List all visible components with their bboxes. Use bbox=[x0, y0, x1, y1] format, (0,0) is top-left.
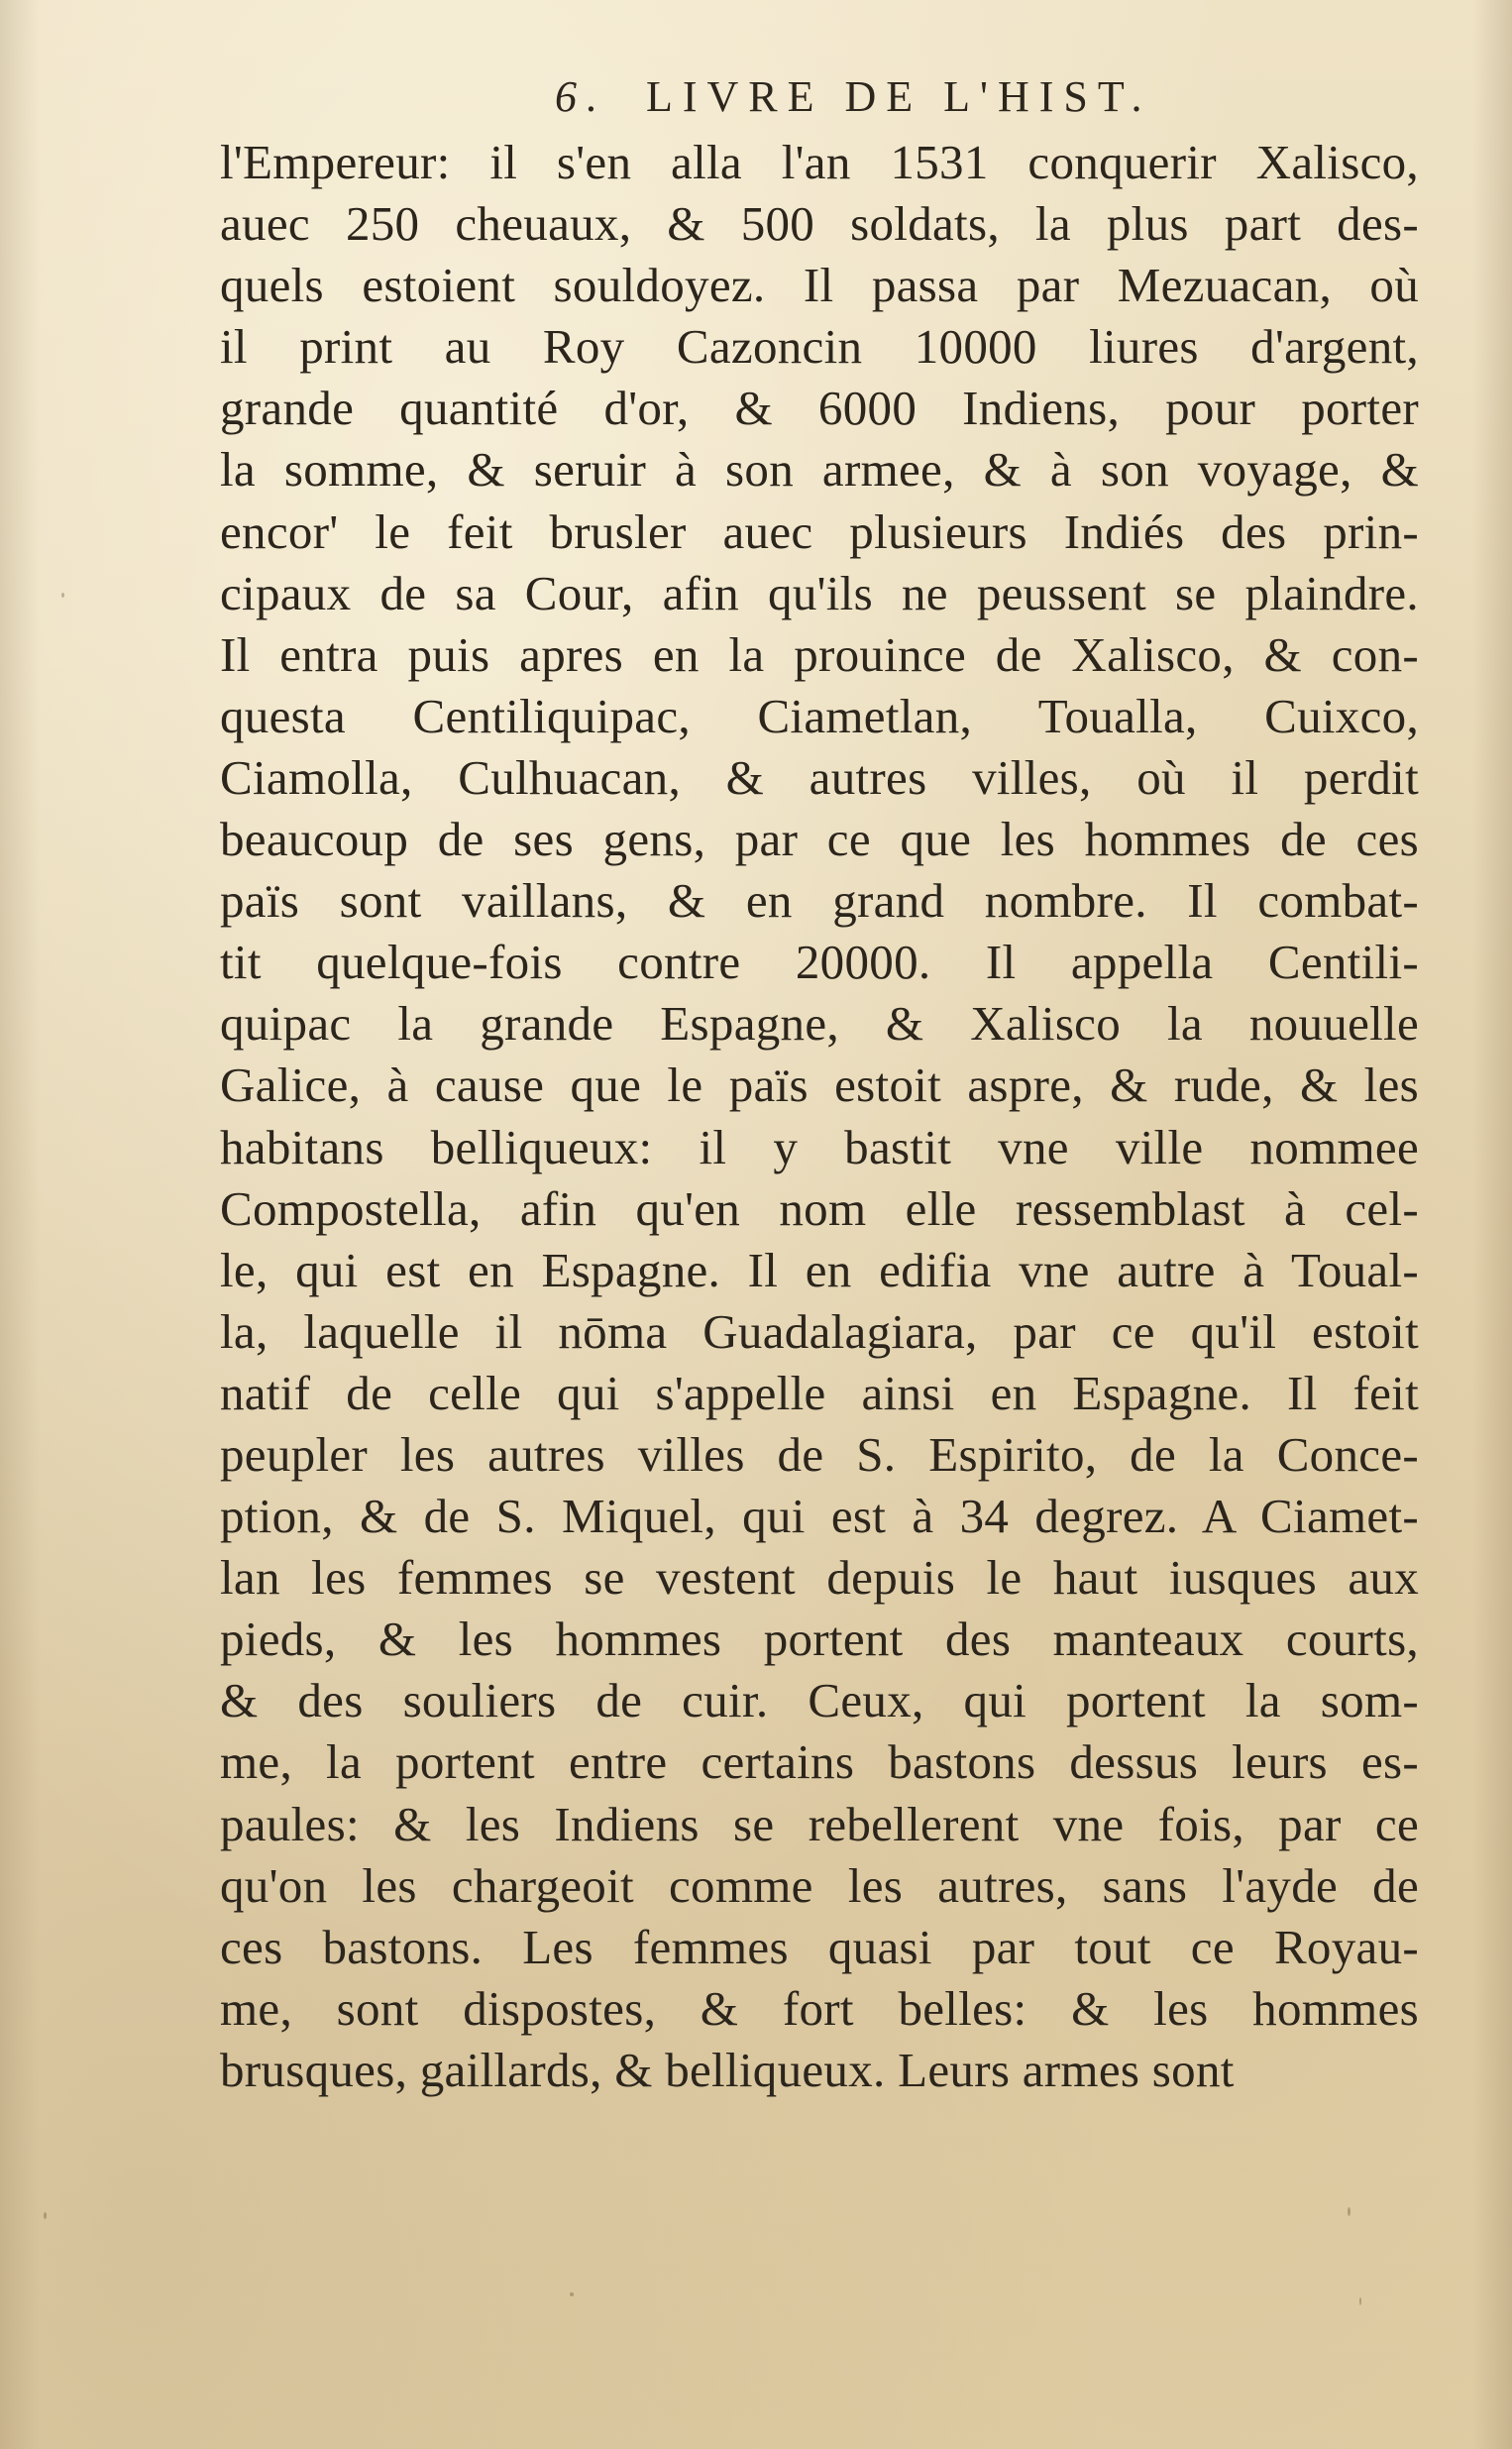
text-line: quipac la grande Espagne, & Xalisco la nouuelle bbox=[220, 996, 1419, 1052]
text-line: Il entra puis apres en la prouince de Xalisco, & con- bbox=[220, 626, 1419, 682]
paper-speck bbox=[44, 2212, 47, 2219]
text-line: la somme, & seruir à son armee, & à son voyage, & bbox=[220, 442, 1419, 498]
text-line: Ciamolla, Culhuacan, & autres villes, où il perdit bbox=[220, 749, 1419, 805]
text-line: natif de celle qui s'appelle ainsi en Espagne. Il feit bbox=[220, 1365, 1419, 1420]
text-line: ption, & de S. Miquel, qui est à 34 degrez. A Ciamet- bbox=[220, 1489, 1419, 1544]
text-line: pieds, & les hommes portent des manteaux courts, bbox=[220, 1612, 1419, 1667]
text-line: païs sont vaillans, & en grand nombre. Il combat- bbox=[220, 873, 1419, 929]
text-line: encor' le feit brusler auec plusieurs Indiés des prin- bbox=[220, 503, 1419, 559]
text-line: qu'on les chargeoit comme les autres, sans l'ayde de bbox=[220, 1857, 1419, 1913]
paper-speck bbox=[61, 593, 64, 598]
text-line: paules: & les Indiens se rebellerent vne fois, par ce bbox=[220, 1796, 1419, 1851]
body-text bbox=[220, 132, 1419, 2101]
text-line: peupler les autres villes de S. Espirito, de la Conce- bbox=[220, 1426, 1419, 1482]
text-line: habitans belliqueux: il y bastit vne ville nommee bbox=[220, 1119, 1419, 1174]
text-line: ces bastons. Les femmes quasi par tout ce Royau- bbox=[220, 1919, 1419, 1974]
text-line: Galice, à cause que le païs estoit aspre, & rude, & les bbox=[220, 1058, 1419, 1113]
page-number: 6. bbox=[555, 72, 607, 121]
text-line: tit quelque-fois contre 20000. Il appella Centili- bbox=[220, 935, 1419, 990]
text-line: auec 250 cheuaux, & 500 soldats, la plus part des- bbox=[220, 196, 1419, 252]
text-line: me, la portent entre certains bastons dessus leurs es- bbox=[220, 1734, 1419, 1790]
text-line: beaucoup de ses gens, par ce que les hommes de ces bbox=[220, 812, 1419, 867]
paper-speck bbox=[1348, 2207, 1350, 2216]
running-head bbox=[555, 71, 1152, 122]
paper-speck bbox=[570, 2292, 574, 2296]
text-line: l'Empereur: il s'en alla l'an 1531 conquerir Xalisco, bbox=[220, 135, 1419, 189]
left-page-shadow bbox=[0, 0, 40, 2449]
text-line: questa Centiliquipac, Ciametlan, Toualla, Cuixco, bbox=[220, 688, 1419, 743]
text-line: lan les femmes se vestent depuis le haut iusques aux bbox=[220, 1550, 1419, 1606]
text-line: Compostella, afin qu'en nom elle ressemblast à cel- bbox=[220, 1180, 1419, 1236]
text-line: le, qui est en Espagne. Il en edifia vne autre à Toual- bbox=[220, 1242, 1419, 1297]
paper-speck bbox=[1359, 2297, 1361, 2305]
text-line: & des souliers de cuir. Ceux, qui portent la som- bbox=[220, 1673, 1419, 1728]
text-line: grande quantité d'or, & 6000 Indiens, pour porter bbox=[220, 381, 1419, 436]
text-line: me, sont dispostes, & fort belles: & les hommes bbox=[220, 1980, 1419, 2036]
text-line: il print au Roy Cazoncin 10000 liures d'argent, bbox=[220, 319, 1419, 375]
running-title: LIVRE DE L'HIST. bbox=[646, 72, 1152, 121]
text-line: la, laquelle il nōma Guadalagiara, par ce qu'il estoit bbox=[220, 1303, 1419, 1359]
text-line: cipaux de sa Cour, afin qu'ils ne peussent se plaindre. bbox=[220, 565, 1419, 620]
text-line: brusques, gaillards, & belliqueux. Leurs armes sont bbox=[220, 2042, 1235, 2097]
right-page-shadow bbox=[1472, 0, 1512, 2449]
text-line: quels estoient souldoyez. Il passa par Mezuacan, où bbox=[220, 258, 1419, 313]
